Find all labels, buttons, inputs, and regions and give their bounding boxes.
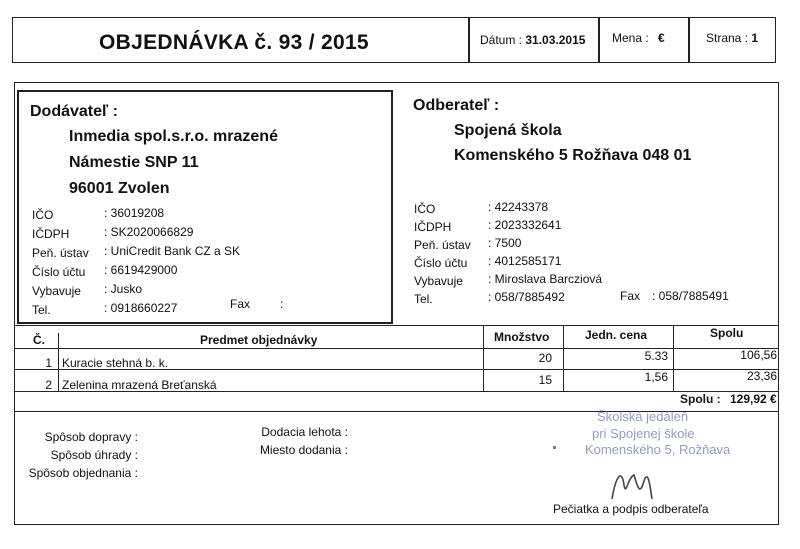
row-item: Zelenina mrazená Breťanská — [62, 378, 217, 392]
customer-tel-row — [414, 290, 754, 308]
row-num: 2 — [45, 378, 52, 392]
supplier-bank-row — [32, 244, 372, 263]
date-label: Dátum : — [480, 33, 523, 47]
ordering-method-label: Spôsob objednania : — [28, 466, 138, 480]
row-total: 23,36 — [746, 369, 777, 383]
field-value: : SK2020066829 — [104, 225, 194, 239]
field-label: Vybavuje — [414, 274, 463, 288]
supplier-street: Námestie SNP 11 — [69, 154, 199, 171]
fax-value: : — [280, 297, 284, 311]
delivery-deadline-label: Dodacia lehota : — [261, 425, 348, 439]
field-value: : UniCredit Bank CZ a SK — [104, 244, 241, 258]
delivery-place-label: Miesto dodania : — [259, 443, 348, 457]
col-header-num: Č. — [33, 333, 45, 347]
field-value: : 6619429000 — [104, 263, 178, 277]
field-value: : Miroslava Barcziová — [488, 272, 603, 286]
currency-label: Mena : — [612, 31, 649, 45]
fax-label: Fax — [620, 289, 641, 303]
fax-value: : 058/7885491 — [652, 289, 729, 303]
field-label: IČO — [32, 208, 54, 222]
customer-account-row — [414, 254, 754, 272]
date-value: 31.03.2015 — [525, 33, 586, 47]
supplier-fields — [32, 206, 372, 320]
field-label: IČO — [414, 202, 436, 216]
stamp-line-1: Školská jedáleň — [597, 409, 689, 424]
customer-name: Spojená škola — [454, 122, 562, 139]
row-item: Kuracie stehná b. k. — [62, 356, 169, 370]
col-divider-num — [58, 333, 59, 392]
col-header-item: Predmet objednávky — [200, 333, 318, 347]
field-label: Peň. ústav — [32, 246, 89, 260]
field-label: Číslo účtu — [414, 256, 468, 270]
row-total: 106,56 — [740, 348, 777, 362]
customer-address: Komenského 5 Rožňava 048 01 — [454, 147, 692, 164]
fax-label: Fax — [230, 297, 251, 311]
supplier-account-row — [32, 263, 372, 282]
row-num: 1 — [45, 356, 52, 370]
supplier-tel-row — [32, 297, 372, 320]
order-title: OBJEDNÁVKA č. 93 / 2015 — [99, 31, 369, 54]
stamp-dot — [553, 446, 556, 449]
customer-icdph-row — [414, 218, 754, 236]
field-value: : 0918660227 — [104, 301, 178, 315]
col-divider-qty — [563, 325, 564, 391]
customer-bank-row — [414, 236, 754, 254]
row-qty: 20 — [538, 351, 552, 365]
page-value: 1 — [751, 31, 759, 45]
field-value: : 7500 — [488, 236, 522, 250]
field-label: IČDPH — [414, 220, 452, 234]
field-label: Tel. — [32, 303, 51, 317]
row-price: 5.33 — [644, 349, 668, 363]
currency-field — [612, 31, 665, 45]
field-label: Číslo účtu — [32, 265, 86, 279]
col-divider-item — [483, 325, 484, 391]
field-value: : Jusko — [104, 282, 143, 296]
signature-mark — [604, 455, 664, 507]
stamp-line-2: pri Spojenej škole — [592, 426, 695, 441]
customer-ico-row — [414, 200, 754, 218]
sum-value: 129,92 € — [730, 392, 777, 406]
field-label: IČDPH — [32, 227, 70, 241]
field-label: Peň. ústav — [414, 238, 471, 252]
page-label: Strana : — [706, 31, 749, 45]
page-field — [706, 31, 758, 45]
supplier-ico-row — [32, 206, 372, 225]
sum-label: Spolu : — [680, 392, 721, 406]
payment-method-label: Spôsob úhrady : — [50, 448, 138, 462]
supplier-name: Inmedia spol.s.r.o. mrazené — [69, 128, 278, 145]
field-value: : 42243378 — [488, 200, 549, 214]
date-field — [480, 33, 585, 47]
field-value: : 058/7885492 — [488, 290, 565, 304]
field-value: : 4012585171 — [488, 254, 562, 268]
stamp-signature-caption: Pečiatka a podpis odberateľa — [553, 502, 709, 516]
supplier-icdph-row — [32, 225, 372, 244]
row-price: 1,56 — [644, 370, 668, 384]
supplier-contact-row — [32, 282, 372, 301]
col-header-price: Jedn. cena — [585, 328, 648, 342]
field-value: : 36019208 — [104, 206, 165, 220]
customer-contact-row — [414, 272, 754, 290]
col-divider-price — [673, 325, 674, 391]
supplier-city: 96001 Zvolen — [69, 180, 170, 197]
customer-fields — [414, 200, 754, 308]
customer-heading: Odberateľ : — [413, 97, 500, 114]
table-top-rule — [14, 325, 779, 326]
col-header-total: Spolu — [710, 326, 744, 340]
transport-method-label: Spôsob dopravy : — [44, 430, 138, 444]
currency-value: € — [658, 31, 665, 45]
stamp-line-3: Komenského 5, Rožňava — [585, 442, 731, 457]
supplier-heading: Dodávateľ : — [30, 103, 118, 120]
field-label: Vybavuje — [32, 284, 81, 298]
row-qty: 15 — [538, 373, 552, 387]
col-header-qty: Množstvo — [494, 330, 550, 344]
field-value: : 2023332641 — [488, 218, 562, 232]
field-label: Tel. — [414, 292, 433, 306]
